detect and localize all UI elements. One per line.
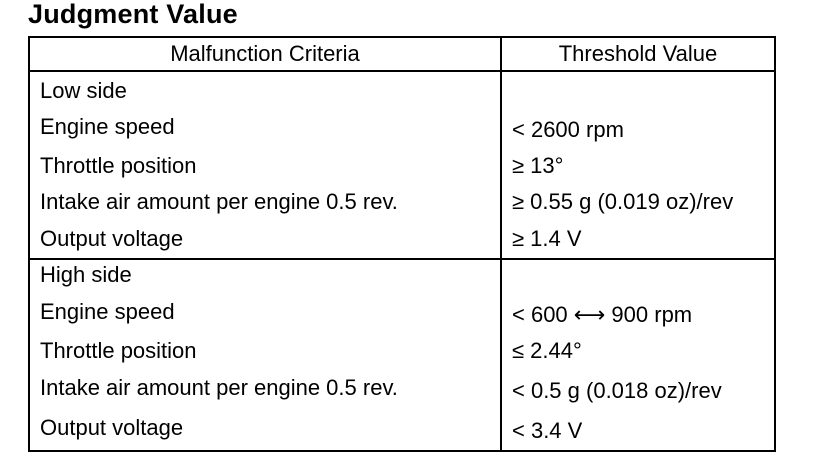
threshold-cell: ≥ 0.55 g (0.019 oz)/rev (512, 189, 734, 214)
threshold-cell: < 2600 rpm (512, 117, 624, 142)
threshold-cell: ≥ 13° (512, 153, 564, 178)
judgment-value-table (28, 36, 776, 452)
threshold-cell: < 600 ⟷ 900 rpm (512, 302, 693, 327)
section-label-high-side: High side (40, 262, 132, 287)
criterion-cell: Engine speed (40, 114, 175, 139)
threshold-cell: ≥ 1.4 V (512, 226, 582, 251)
threshold-cell: ≤ 2.44° (512, 338, 582, 363)
criterion-cell: Output voltage (40, 415, 184, 440)
criterion-cell: Throttle position (40, 338, 197, 363)
header-malfunction-criteria: Malfunction Criteria (170, 41, 360, 66)
column-divider (500, 38, 502, 450)
criterion-cell: Engine speed (40, 299, 175, 324)
section-label-low-side: Low side (40, 78, 127, 103)
criterion-cell: Throttle position (40, 153, 197, 178)
header-threshold-value: Threshold Value (558, 41, 718, 66)
header-divider (30, 70, 774, 72)
threshold-cell: < 3.4 V (512, 418, 583, 443)
criterion-cell: Output voltage (40, 226, 184, 251)
section-divider (30, 258, 774, 260)
threshold-cell: < 0.5 g (0.018 oz)/rev (512, 378, 722, 403)
criterion-cell: Intake air amount per engine 0.5 rev. (40, 375, 398, 400)
criterion-cell: Intake air amount per engine 0.5 rev. (40, 189, 398, 214)
page-title: Judgment Value (28, 0, 238, 29)
